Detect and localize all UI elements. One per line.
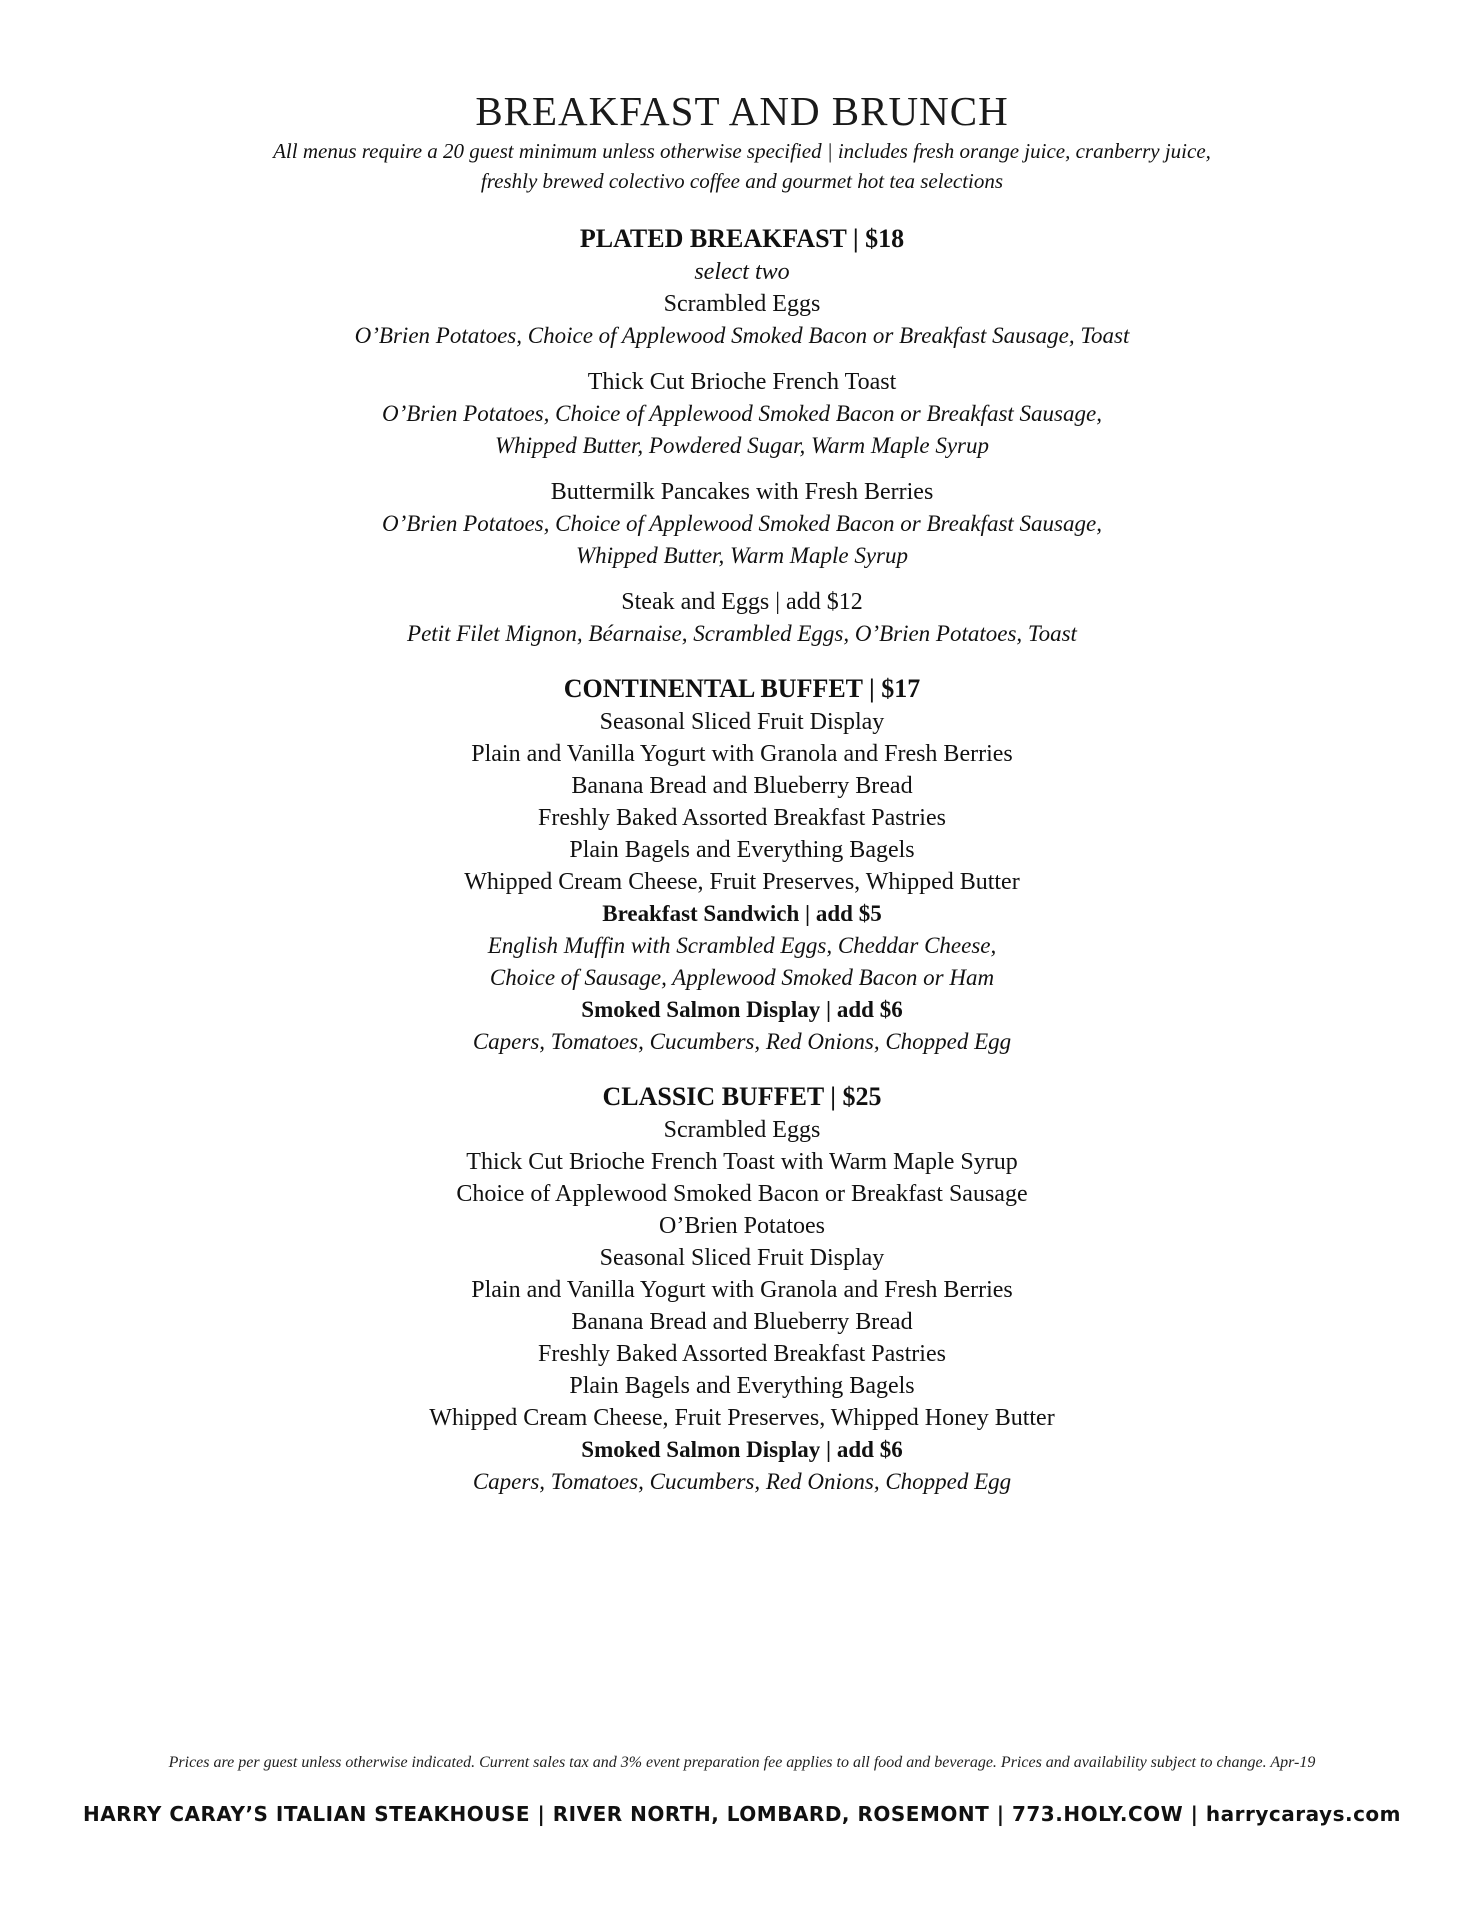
item-detail: Whipped Butter, Warm Maple Syrup xyxy=(576,543,908,568)
section-heading: CLASSIC BUFFET | $25 xyxy=(602,1082,882,1111)
menu-intro xyxy=(150,136,1334,196)
item-detail: O’Brien Potatoes, Choice of Applewood Smoked Bacon or Breakfast Sausage, Toast xyxy=(354,323,1130,348)
menu-line: Plain Bagels and Everything Bagels xyxy=(569,1373,915,1399)
plated-item xyxy=(0,476,1484,572)
addon-title: Breakfast Sandwich | add $5 xyxy=(602,901,882,926)
menu-line: Whipped Cream Cheese, Fruit Preserves, Whipped Honey Butter xyxy=(429,1405,1055,1431)
item-name: Scrambled Eggs xyxy=(663,291,821,317)
section-heading: CONTINENTAL BUFFET | $17 xyxy=(563,674,921,703)
item-name: Steak and Eggs | add $12 xyxy=(621,589,863,615)
menu-line: Banana Bread and Blueberry Bread xyxy=(571,773,913,799)
section-heading: PLATED BREAKFAST | $18 xyxy=(579,224,905,253)
menu-line: Seasonal Sliced Fruit Display xyxy=(599,1245,885,1271)
page-title: BREAKFAST AND BRUNCH xyxy=(475,88,1009,134)
plated-item xyxy=(0,288,1484,352)
plated-item xyxy=(0,366,1484,462)
addon-detail: Capers, Tomatoes, Cucumbers, Red Onions, Chopped Egg xyxy=(472,1469,1012,1494)
section-note: select two xyxy=(694,259,790,285)
item-detail: Petit Filet Mignon, Béarnaise, Scrambled Eggs, O’Brien Potatoes, Toast xyxy=(407,621,1077,646)
menu-line: Plain Bagels and Everything Bagels xyxy=(569,837,915,863)
menu-line: O’Brien Potatoes xyxy=(659,1213,825,1239)
menu-line: Freshly Baked Assorted Breakfast Pastries xyxy=(538,1341,946,1367)
menu-line: Whipped Cream Cheese, Fruit Preserves, Whipped Butter xyxy=(464,869,1020,895)
plated-breakfast-section xyxy=(0,222,1484,650)
addon-title: Smoked Salmon Display | add $6 xyxy=(581,1437,903,1462)
addon-title: Smoked Salmon Display | add $6 xyxy=(581,997,903,1022)
item-name: Thick Cut Brioche French Toast xyxy=(587,369,897,395)
menu-line: Seasonal Sliced Fruit Display xyxy=(599,709,885,735)
classic-buffet-section xyxy=(0,1080,1484,1498)
intro-line: All menus require a 20 guest minimum unless otherwise specified | includes fresh orange juice, cranberry juice, xyxy=(273,139,1211,163)
restaurant-footer: HARRY CARAY’S ITALIAN STEAKHOUSE | RIVER NORTH, LOMBARD, ROSEMONT | 773.HOLY.COW | harrycarays.com xyxy=(82,1802,1402,1826)
pricing-note: Prices are per guest unless otherwise indicated. Current sales tax and 3% event preparation fee applies to all food and beverage. Prices and availability subject to change. Apr-19 xyxy=(168,1754,1316,1771)
addon-detail: Choice of Sausage, Applewood Smoked Bacon or Ham xyxy=(489,965,995,990)
menu-line: Freshly Baked Assorted Breakfast Pastries xyxy=(538,805,946,831)
plated-item xyxy=(0,586,1484,650)
menu-line: Banana Bread and Blueberry Bread xyxy=(571,1309,913,1335)
menu-line: Plain and Vanilla Yogurt with Granola and Fresh Berries xyxy=(471,741,1013,767)
menu-content xyxy=(0,222,1484,1498)
menu-line: Choice of Applewood Smoked Bacon or Breakfast Sausage xyxy=(456,1181,1028,1207)
menu-line: Thick Cut Brioche French Toast with Warm Maple Syrup xyxy=(466,1149,1018,1175)
continental-buffet-section xyxy=(0,672,1484,1058)
addon-detail: Capers, Tomatoes, Cucumbers, Red Onions, Chopped Egg xyxy=(472,1029,1012,1054)
intro-line: freshly brewed colectivo coffee and gourmet hot tea selections xyxy=(480,169,1004,193)
item-detail: O’Brien Potatoes, Choice of Applewood Smoked Bacon or Breakfast Sausage, xyxy=(382,511,1102,536)
item-detail: O’Brien Potatoes, Choice of Applewood Smoked Bacon or Breakfast Sausage, xyxy=(382,401,1102,426)
item-name: Buttermilk Pancakes with Fresh Berries xyxy=(550,479,934,505)
item-detail: Whipped Butter, Powdered Sugar, Warm Maple Syrup xyxy=(494,433,990,458)
addon-detail: English Muffin with Scrambled Eggs, Cheddar Cheese, xyxy=(487,933,997,958)
menu-line: Scrambled Eggs xyxy=(663,1117,821,1143)
menu-line: Plain and Vanilla Yogurt with Granola and Fresh Berries xyxy=(471,1277,1013,1303)
